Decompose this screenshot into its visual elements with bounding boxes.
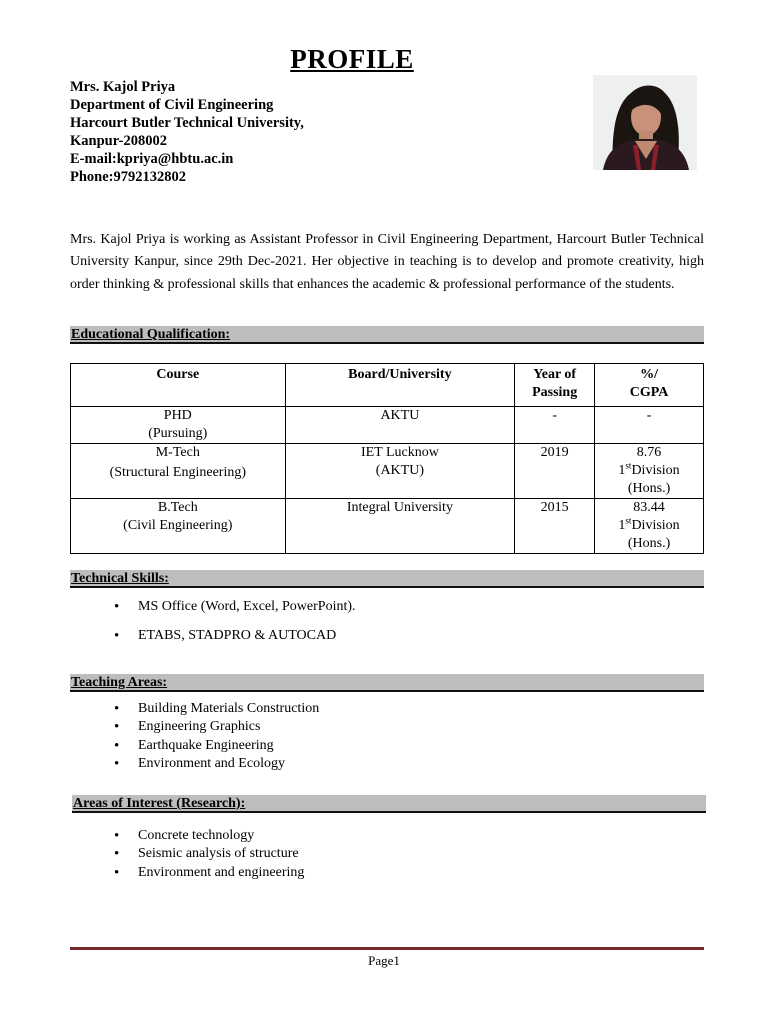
board-name: AKTU bbox=[380, 408, 420, 423]
course-detail: (Civil Engineering) bbox=[123, 518, 233, 533]
board-name: Integral University bbox=[346, 500, 453, 515]
cell-year: - bbox=[515, 407, 595, 444]
board-name: IET Lucknow bbox=[360, 445, 439, 460]
score-value: 83.44 bbox=[633, 500, 665, 515]
table-row bbox=[71, 407, 704, 444]
list-item: • Concrete technology bbox=[70, 827, 704, 845]
page-title: PROFILE bbox=[290, 44, 414, 74]
contact-city: Kanpur-208002 bbox=[70, 133, 167, 149]
section-title: Teaching Areas: bbox=[71, 675, 168, 690]
section-title: Areas of Interest (Research): bbox=[73, 796, 246, 811]
division: 1stDivision bbox=[618, 460, 680, 478]
course-name: M-Tech bbox=[155, 445, 200, 460]
table-row bbox=[71, 499, 704, 554]
cell-course bbox=[71, 499, 286, 554]
portrait-image bbox=[593, 75, 697, 170]
footer-rule bbox=[70, 947, 704, 950]
course-detail: (Structural Engineering) bbox=[109, 465, 247, 480]
list-item: • Environment and engineering bbox=[70, 864, 704, 882]
cell-year: 2015 bbox=[515, 499, 595, 554]
score-value: 8.76 bbox=[636, 445, 662, 460]
section-header-research bbox=[72, 795, 706, 813]
header-score-line2: CGPA bbox=[629, 385, 669, 400]
cell-board bbox=[285, 407, 515, 444]
profile-summary: Mrs. Kajol Priya is working as Assistant Professor in Civil Engineering Department, Harcourt Butler Technical University Kanpur, since 29th Dec-2021. Her objective in teaching is to develop and promote creativity, high order thinking & professional skills that enhances the academic & professional performance of the students. bbox=[70, 232, 704, 292]
table-header-row bbox=[71, 364, 704, 407]
list-item: • Building Materials Construction bbox=[70, 700, 704, 718]
list-item: • ETABS, STADPRO & AUTOCAD bbox=[70, 627, 704, 645]
section-title: Educational Qualification: bbox=[71, 327, 231, 342]
list-item: • Engineering Graphics bbox=[70, 718, 704, 736]
header-year-line2: Passing bbox=[532, 385, 578, 400]
course-detail: (Pursuing) bbox=[148, 426, 208, 441]
board-detail: (AKTU) bbox=[375, 463, 424, 478]
list-item: • MS Office (Word, Excel, PowerPoint). bbox=[70, 598, 704, 616]
contact-block bbox=[70, 78, 304, 186]
header-board: Board/University bbox=[285, 364, 515, 407]
course-name: B.Tech bbox=[157, 500, 198, 515]
profile-photo bbox=[593, 75, 697, 170]
cell-score bbox=[595, 499, 704, 554]
list-item: • Earthquake Engineering bbox=[70, 737, 704, 755]
contact-department: Department of Civil Engineering bbox=[70, 97, 274, 113]
header-score bbox=[595, 364, 704, 407]
section-header-teaching bbox=[70, 674, 704, 692]
header-score-line1: %/ bbox=[640, 367, 658, 382]
cell-course bbox=[71, 444, 286, 499]
contact-name: Mrs. Kajol Priya bbox=[70, 79, 176, 95]
list-item: • Environment and Ecology bbox=[70, 755, 704, 773]
cell-board bbox=[285, 444, 515, 499]
cell-score: - bbox=[595, 407, 704, 444]
header-year-line1: Year of bbox=[533, 367, 577, 382]
hons-label: (Hons.) bbox=[627, 536, 671, 551]
cell-course bbox=[71, 407, 286, 444]
division: 1stDivision bbox=[618, 515, 680, 533]
course-name: PHD bbox=[163, 408, 192, 423]
page-number: Page1 bbox=[368, 953, 400, 968]
contact-email: E-mail:kpriya@hbtu.ac.in bbox=[70, 151, 234, 167]
cell-year: 2019 bbox=[515, 444, 595, 499]
contact-phone: Phone:9792132802 bbox=[70, 169, 186, 185]
list-item: • Seismic analysis of structure bbox=[70, 845, 704, 863]
skills-list bbox=[70, 598, 704, 645]
header-year bbox=[515, 364, 595, 407]
education-table bbox=[70, 363, 704, 554]
table-row bbox=[71, 444, 704, 499]
contact-university: Harcourt Butler Technical University, bbox=[70, 115, 304, 131]
hons-label: (Hons.) bbox=[627, 481, 671, 496]
section-title: Technical Skills: bbox=[71, 571, 169, 586]
cell-board bbox=[285, 499, 515, 554]
teaching-list bbox=[70, 700, 704, 773]
research-list bbox=[70, 827, 704, 882]
header-course: Course bbox=[71, 364, 286, 407]
section-header-skills bbox=[70, 570, 704, 588]
section-header-education bbox=[70, 326, 704, 344]
cell-score bbox=[595, 444, 704, 499]
